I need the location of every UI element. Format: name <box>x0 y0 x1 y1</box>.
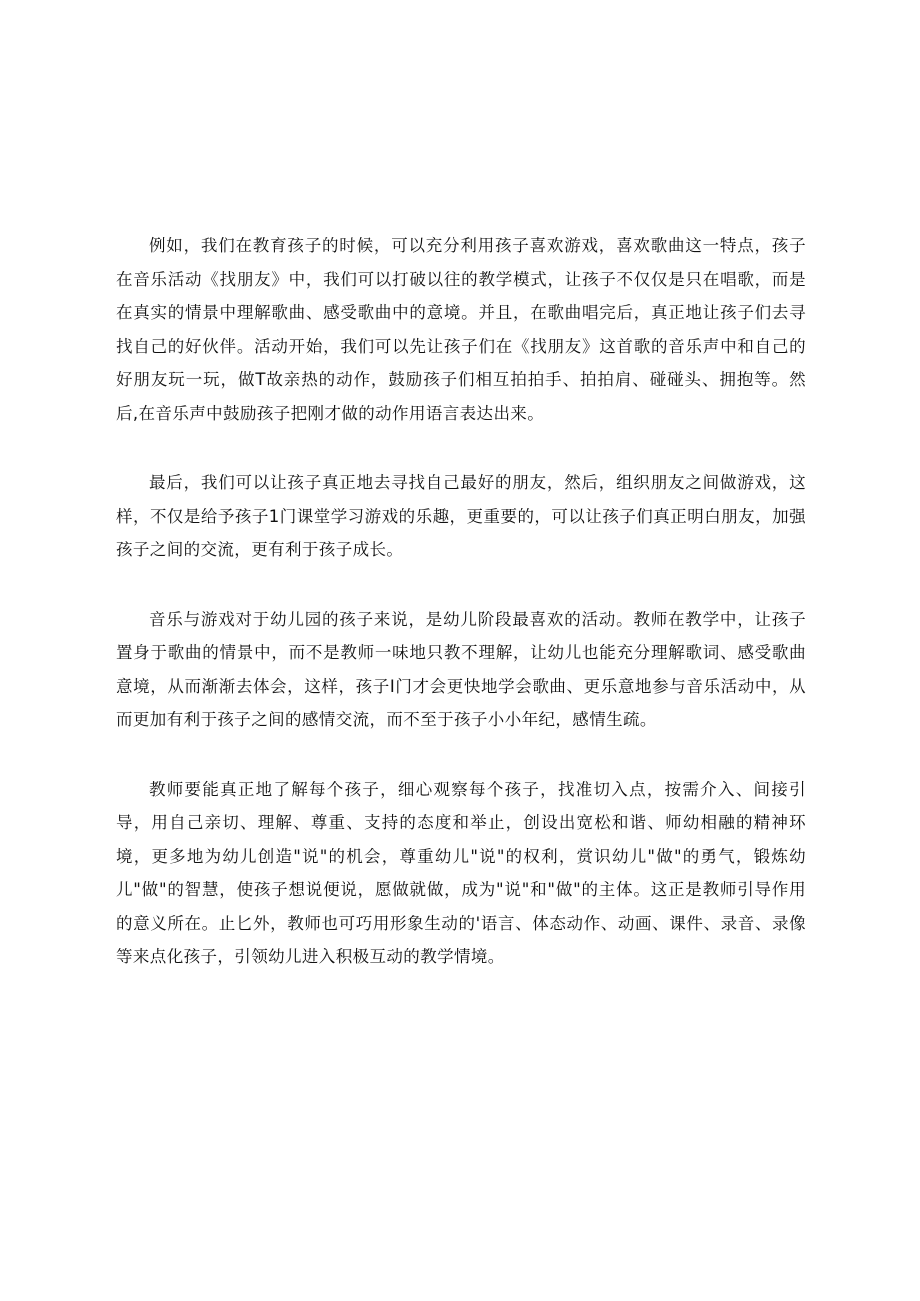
paragraph-spacer <box>116 737 806 773</box>
paragraph-spacer <box>116 567 806 603</box>
paragraph-4: 教师要能真正地了解每个孩子，细心观察每个孩子，找准切入点，按需介入、间接引导，用自己亲切、理解、尊重、支持的态度和举止，创设出宽松和谐、师幼相融的精神环境，更多地为幼儿创造"说"的机会，尊重幼儿"说"的权利，赏识幼儿"做"的勇气，锻炼幼儿"做"的智慧，使孩子想说便说，愿做就做，成为"说"和"做"的主体。这正是教师引导作用的意义所在。止匕外，教师也可巧用形象生动的'语言、体态动作、动画、课件、录音、录像等来点化孩子，引领幼儿进入积极互动的教学情境。 <box>116 779 806 966</box>
document-body <box>116 229 806 974</box>
paragraph-spacer <box>116 430 806 466</box>
paragraph-3: 音乐与游戏对于幼儿园的孩子来说，是幼儿阶段最喜欢的活动。教师在教学中，让孩子置身于歌曲的情景中，而不是教师一味地只教不理解，让幼儿也能充分理解歌词、感受歌曲意境，从而渐渐去体会，这样，孩子I门才会更快地学会歌曲、更乐意地参与音乐活动中，从而更加有利于孩子之间的感情交流，而不至于孩子小小年纪，感情生疏。 <box>116 609 806 729</box>
paragraph-1: 例如，我们在教育孩子的时候，可以充分利用孩子喜欢游戏，喜欢歌曲这一特点，孩子在音乐活动《找朋友》中，我们可以打破以往的教学模式，让孩子不仅仅是只在唱歌，而是在真实的情景中理解歌曲、感受歌曲中的意境。并且，在歌曲唱完后，真正地让孩子们去寻找自己的好伙伴。活动开始，我们可以先让孩子们在《找朋友》这首歌的音乐声中和自己的好朋友玩一玩，做T故亲热的动作，鼓励孩子们相互拍拍手、拍拍肩、碰碰头、拥抱等。然后,在音乐声中鼓励孩子把刚才做的动作用语言表达出来。 <box>116 236 806 423</box>
paragraph-2: 最后，我们可以让孩子真正地去寻找自己最好的朋友，然后，组织朋友之间做游戏，这样，不仅是给予孩子1门课堂学习游戏的乐趣，更重要的，可以让孩子们真正明白朋友，加强孩子之间的交流，更有利于孩子成长。 <box>116 473 806 559</box>
